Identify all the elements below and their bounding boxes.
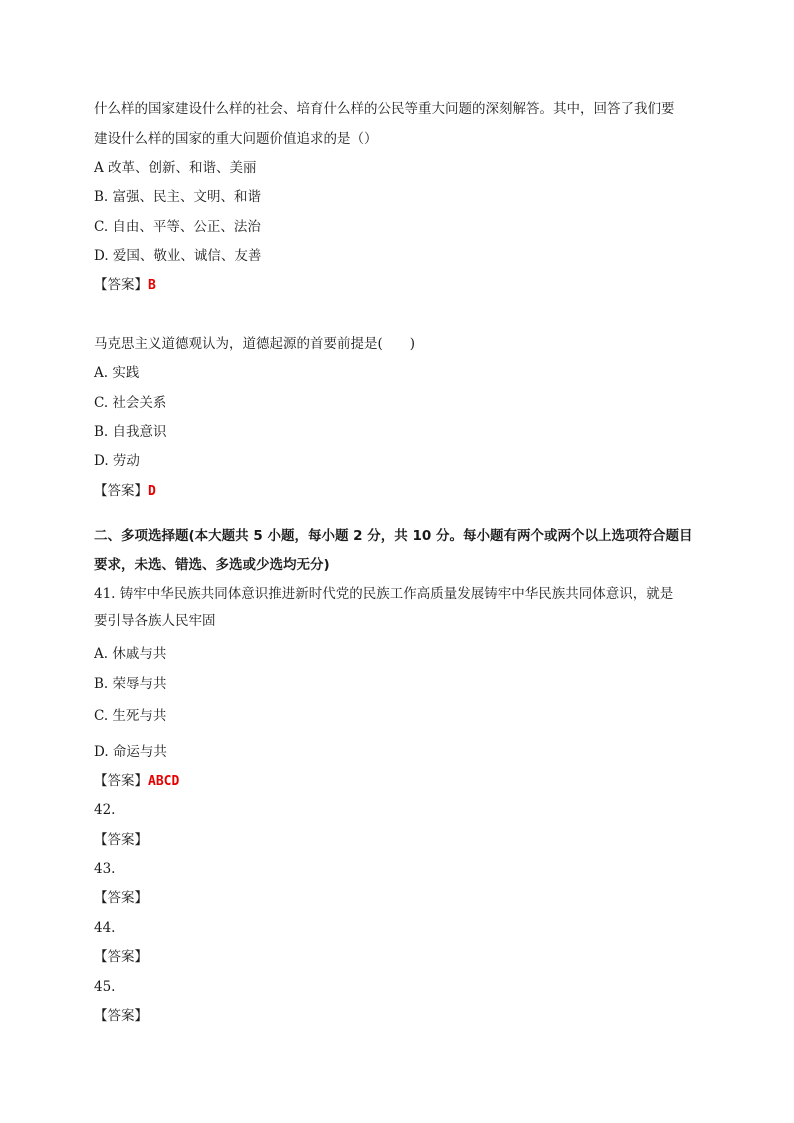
q1-option-b: B. 富强、民主、文明、和谐 bbox=[94, 189, 262, 205]
q1-option-c: C. 自由、平等、公正、法治 bbox=[94, 219, 261, 235]
q2-option-d: D. 劳动 bbox=[94, 453, 140, 469]
q41-option-b: B. 荣辱与共 bbox=[94, 676, 167, 692]
answer-label: 【答案】 bbox=[94, 277, 148, 293]
q2-option-a: A. 实践 bbox=[94, 365, 140, 381]
q45-number: 45. bbox=[94, 979, 116, 995]
section-heading-line1: 二、多项选择题(本大题共 5 小题，每小题 2 分，共 10 分。每小题有两个或两个以上选项符合题目 bbox=[94, 528, 693, 544]
q1-option-d: D. 爱国、敬业、诚信、友善 bbox=[94, 248, 262, 264]
q1-option-a: A 改革、创新、和谐、美丽 bbox=[94, 160, 257, 176]
q2-option-c: C. 社会关系 bbox=[94, 395, 167, 411]
q42-answer-label: 【答案】 bbox=[94, 832, 148, 848]
answer-value: D bbox=[148, 484, 156, 499]
q41-option-d: D. 命运与共 bbox=[94, 744, 167, 760]
section-heading-line2: 要求，未选、错选、多选或少选均无分) bbox=[94, 557, 330, 573]
q42-number: 42. bbox=[94, 802, 116, 818]
answer-label: 【答案】 bbox=[94, 483, 148, 499]
q2-option-b: B. 自我意识 bbox=[94, 424, 167, 440]
q41-stem-line1: 41. 铸牢中华民族共同体意识推进新时代党的民族工作高质量发展铸牢中华民族共同体意识，就是 bbox=[94, 586, 674, 602]
q41-option-a: A. 休戚与共 bbox=[94, 646, 167, 662]
q44-answer-label: 【答案】 bbox=[94, 949, 148, 965]
q2-stem: 马克思主义道德观认为，道德起源的首要前提是( ) bbox=[94, 336, 416, 352]
q2-answer-row bbox=[94, 482, 156, 501]
q44-number: 44. bbox=[94, 920, 116, 936]
q41-stem-line2: 要引导各族人民牢固 bbox=[94, 613, 216, 629]
q43-answer-label: 【答案】 bbox=[94, 890, 148, 906]
q41-answer-row bbox=[94, 772, 179, 791]
q1-stem-line2: 建设什么样的国家的重大问题价值追求的是（） bbox=[94, 131, 378, 147]
q1-stem-line1: 什么样的国家建设什么样的社会、培育什么样的公民等重大问题的深刻解答。其中，回答了我们要 bbox=[94, 101, 675, 117]
q1-answer-row bbox=[94, 276, 156, 295]
answer-value: B bbox=[148, 278, 156, 293]
answer-value: ABCD bbox=[148, 774, 180, 789]
q41-option-c: C. 生死与共 bbox=[94, 708, 167, 724]
answer-label: 【答案】 bbox=[94, 773, 148, 789]
q45-answer-label: 【答案】 bbox=[94, 1008, 148, 1024]
q43-number: 43. bbox=[94, 861, 116, 877]
